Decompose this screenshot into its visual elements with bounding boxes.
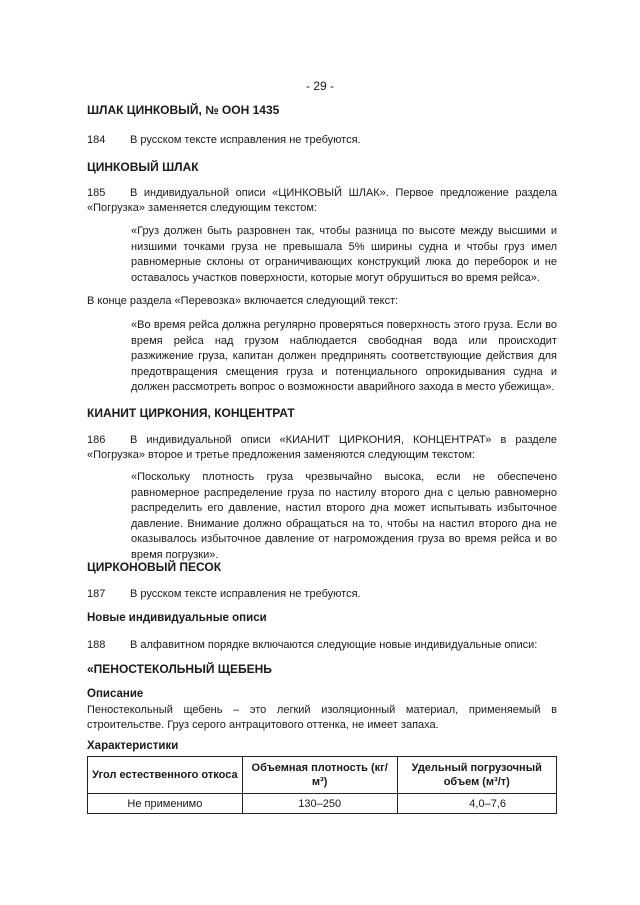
paragraph-text: В русском тексте исправления не требуются. [130,134,361,146]
paragraph-number: 187 [87,588,106,600]
paragraph-187 [87,587,557,602]
characteristics-table [87,756,557,814]
table-row [88,794,557,814]
paragraph-186 [87,433,557,463]
paragraph-185 [87,186,557,216]
table-header-row [88,757,557,794]
paragraph-number: 184 [87,134,106,146]
paragraph-number: 188 [87,639,106,651]
paragraph-number: 185 [87,187,106,199]
table-cell: Не применимо [88,794,243,814]
table-cell: 130–250 [242,794,397,814]
table-header-cell: Объемная плотность (кг/м³) [242,757,397,794]
paragraph-text: В русском тексте исправления не требуются. [130,588,361,600]
heading-new-schedules: Новые индивидуальные описи [87,612,267,624]
paragraph-text: В индивидуальной описи «КИАНИТ ЦИРКОНИЯ, КОНЦЕНТРАТ» в разделе «Погрузка» второе и третье предложения заменяются следующим текстом: [87,434,557,461]
table-cell: 4,0–7,6 [397,794,556,814]
paragraph-188 [87,638,557,653]
subheading-characteristics: Характеристики [87,740,179,752]
page-number: - 29 - [305,79,334,93]
quote-transport-text: «Во время рейса должна регулярно проверяться поверхность этого груза. Если во время рейса над грузом наблюдается свободная вода или происходит разжижение груза, капитан должен предпринять соответствующие действия для предотвращения смещения груза и потенциального опрокидывания судна и должен рассмотреть вопрос о возможности аварийного захода в место убежища». [131,319,557,393]
quote-loading-text: «Груз должен быть разровнен так, чтобы разница по высоте между высшими и низшими точками груза не превышала 5% ширины судна и чтобы груз имел равномерные склоны от ограничивающих конструкций люка до переборок и не оставалось участков поверхности, которые могут обрушиться во время рейса». [131,225,557,284]
heading-foam-glass-gravel: «ПЕНОСТЕКОЛЬНЫЙ ЩЕБЕНЬ [87,662,272,676]
paragraph-text: В индивидуальной описи «ЦИНКОВЫЙ ШЛАК». Первое предложение раздела «Погрузка» заменяется следующим текстом: [87,187,557,214]
paragraph-number: 186 [87,434,106,446]
heading-zircon-kyanite: КИАНИТ ЦИРКОНИЯ, КОНЦЕНТРАТ [87,406,295,420]
table-header-cell: Удельный погрузочный объем (м³/т) [397,757,556,794]
description-text: Пеностекольный щебень – это легкий изоляционный материал, применяемый в строительстве. Груз серого антрацитового оттенка, не имеет запаха. [87,704,557,731]
paragraph-184 [87,133,557,148]
quote-kyanite-loading: «Поскольку плотность груза чрезвычайно высока, если не обеспечено равномерное распределение груза по настилу второго дна с целью равномерно распределить его давление, настил второго дна может испытывать избыточное давление. Внимание должно обращаться на то, чтобы на настил второго дна не оказывалось избыточное давление от нагромождения груза во время рейса и во время погрузки». [131,471,557,561]
subheading-description: Описание [87,688,144,700]
paragraph-transport: В конце раздела «Перевозка» включается следующий текст: [87,295,399,307]
heading-zinc-slag: ЦИНКОВЫЙ ШЛАК [87,160,199,174]
heading-zircon-sand: ЦИРКОНОВЫЙ ПЕСОК [87,560,222,574]
heading-zinc-slag-un1435: ШЛАК ЦИНКОВЫЙ, № ООН 1435 [87,103,280,117]
paragraph-text: В алфавитном порядке включаются следующие новые индивидуальные описи: [130,639,538,651]
table-header-cell: Угол естественного откоса [88,757,243,794]
